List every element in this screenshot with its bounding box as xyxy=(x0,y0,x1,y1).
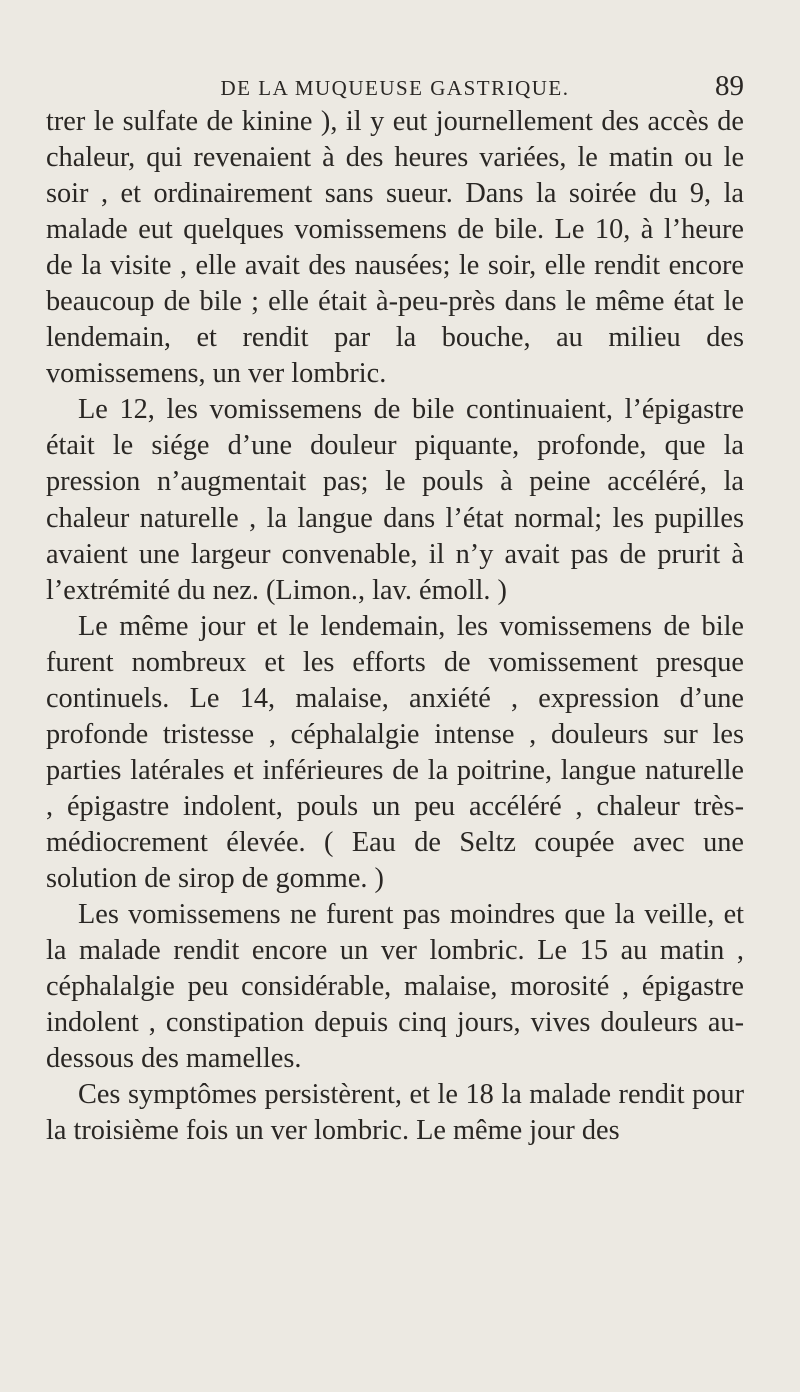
paragraph: Le 12, les vomissemens de bile continuaient, l’épigastre était le siége d’une douleur piquante, profonde, que la pression n’augmentait pas; le pouls à peine accéléré, la chaleur naturelle , la langue dans l’état normal; les pupilles avaient une largeur convenable, il n’y avait pas de prurit à l’extrémité du nez. (Limon., lav. émoll. ) xyxy=(46,394,744,606)
paragraph: Le même jour et le lendemain, les vomissemens de bile furent nombreux et les efforts de vomissement presque continuels. Le 14, malaise, anxiété , expression d’une profonde tristesse , céphalalgie intense , douleurs sur les parties latérales et inférieures de la poitrine, langue naturelle , épigastre indolent, pouls un peu accéléré , chaleur très-médiocrement élevée. ( Eau de Seltz coupée avec une solution de sirop de gomme. ) xyxy=(46,610,744,894)
page-number: 89 xyxy=(715,70,744,102)
paragraph: Les vomissemens ne furent pas moindres que la veille, et la malade rendit encore un ver lombric. Le 15 au matin , céphalalgie peu considérable, malaise, morosité , épigastre indolent , constipation depuis cinq jours, vives douleurs au-dessous des mamelles. xyxy=(46,899,744,1075)
body-text xyxy=(46,104,744,1149)
paragraph: Ces symptômes persistèrent, et le 18 la malade rendit pour la troisième fois un ver lombric. Le même jour des xyxy=(46,1079,744,1147)
running-title: DE LA MUQUEUSE GASTRIQUE. xyxy=(220,76,570,100)
paragraph-continuation: trer le sulfate de kinine ), il y eut journellement des accès de chaleur, qui revenaient à des heures variées, le matin ou le soir , et ordinairement sans sueur. Dans la soirée du 9, la malade eut quelques vomissemens de bile. Le 10, à l’heure de la visite , elle avait des nausées; le soir, elle rendit encore beaucoup de bile ; elle était à-peu-près dans le même état le lendemain, et rendit par la bouche, au milieu des vomissemens, un ver lombric. xyxy=(46,106,744,390)
running-head xyxy=(46,70,744,104)
